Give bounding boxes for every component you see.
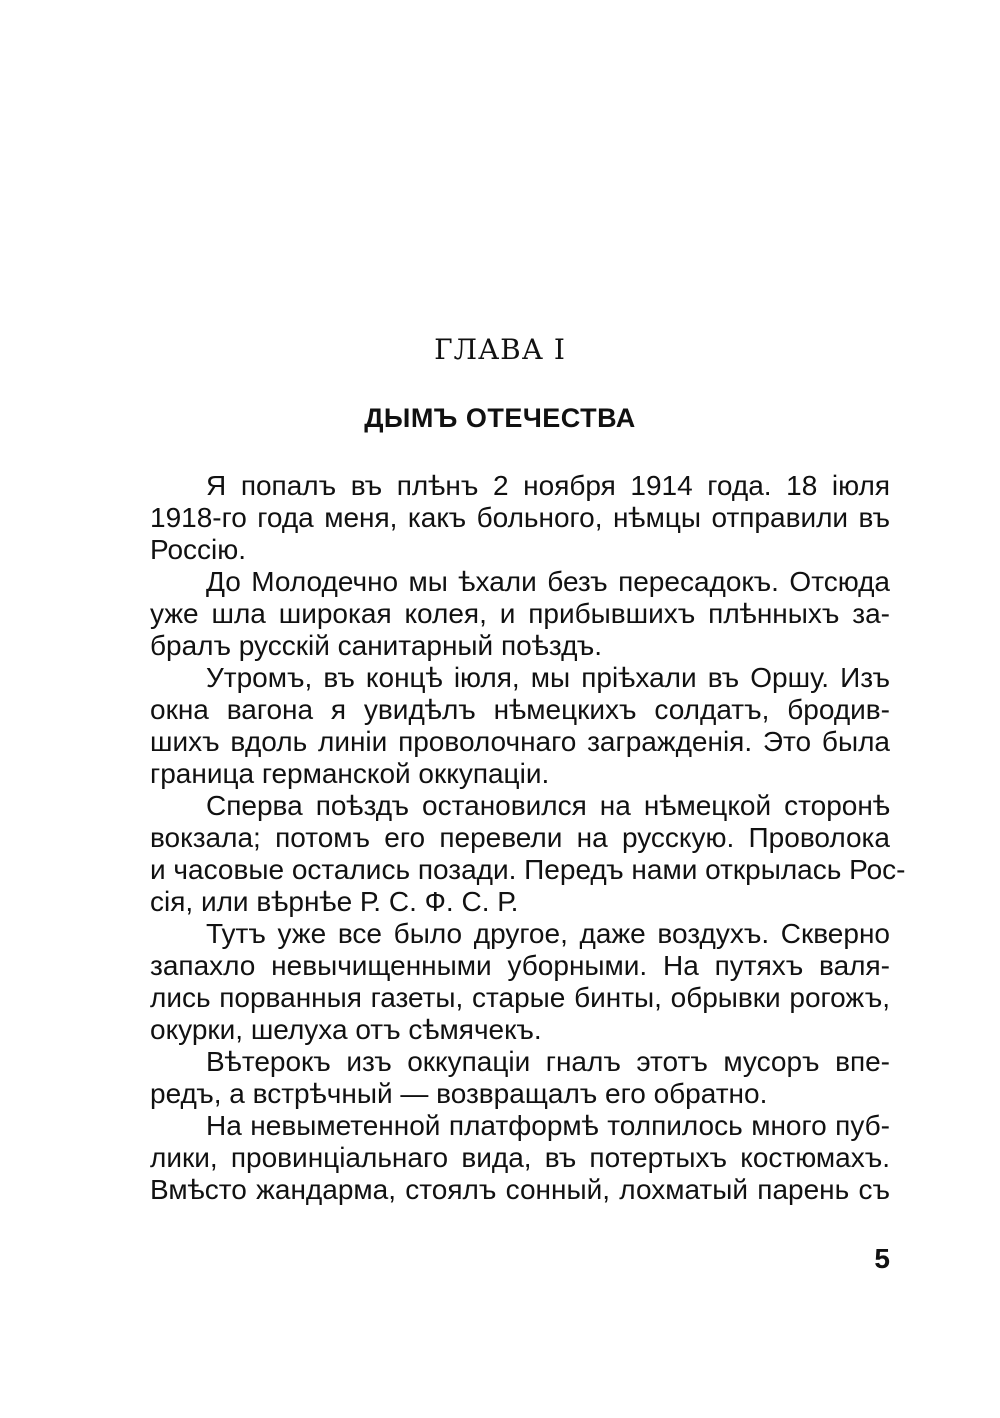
text-line: лики, провинціальнаго вида, въ потертыхъ костюмахъ.: [150, 1142, 890, 1173]
text-line: редъ, а встрѣчный — возвращалъ его обратно.: [150, 1078, 768, 1109]
text-line: окурки, шелуха отъ сѣмячекъ.: [150, 1014, 542, 1045]
body-text: [150, 470, 906, 1206]
text-line: окна вагона я увидѣлъ нѣмецкихъ солдатъ, бродив-: [150, 694, 890, 725]
text-line: Вмѣсто жандарма, стоялъ сонный, лохматый парень съ: [150, 1174, 890, 1205]
text-line: Утромъ, въ концѣ іюля, мы пріѣхали въ Оршу. Изъ: [206, 662, 890, 693]
text-line: Сперва поѣздъ остановился на нѣмецкой сторонѣ: [206, 790, 890, 821]
text-line: бралъ русскій санитарный поѣздъ.: [150, 630, 603, 661]
text-line: сія, или вѣрнѣе Р. С. Ф. С. Р.: [150, 886, 519, 917]
text-line: и часовые остались позади. Передъ нами открылась Рос-: [150, 854, 906, 885]
page-number: 5: [874, 1243, 890, 1274]
chapter-label: ГЛАВА I: [434, 333, 566, 366]
text-line: Вѣтерокъ изъ оккупаціи гналъ этотъ мусоръ впе-: [206, 1046, 890, 1077]
text-line: На невыметенной платформѣ толпилось много пуб-: [206, 1110, 890, 1141]
text-line: Россію.: [150, 534, 247, 565]
text-line: Я попалъ въ плѣнъ 2 ноября 1914 года. 18 іюля: [206, 470, 890, 501]
text-line: вокзала; потомъ его перевели на русскую. Проволока: [150, 822, 890, 853]
text-line: До Молодечно мы ѣхали безъ пересадокъ. Отсюда: [206, 566, 890, 597]
text-line: уже шла широкая колея, и прибывшихъ плѣнныхъ за-: [150, 598, 890, 629]
text-line: граница германской оккупаціи.: [150, 758, 550, 789]
text-line: Тутъ уже все было другое, даже воздухъ. Скверно: [206, 918, 890, 949]
chapter-title: ДЫМЪ ОТЕЧЕСТВА: [364, 403, 636, 433]
text-line: лись порванныя газеты, старые бинты, обрывки рогожъ,: [150, 982, 890, 1013]
text-line: 1918-го года меня, какъ больного, нѣмцы отправили въ: [150, 502, 890, 533]
text-line: шихъ вдоль линіи проволочнаго загражденія. Это была: [150, 726, 890, 757]
text-line: запахло невычищенными уборными. На путяхъ валя-: [150, 950, 890, 981]
